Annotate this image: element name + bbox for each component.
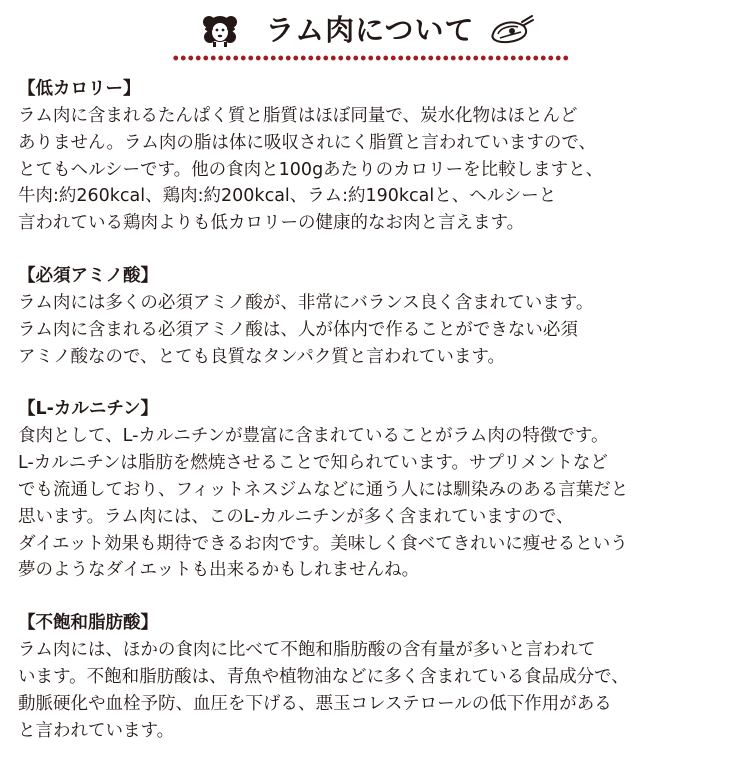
- section-heading: 【必須アミノ酸】: [18, 265, 158, 286]
- section-l-carnitine: [18, 396, 730, 584]
- body-line: L-カルニチンは脂肪を燃焼させることで知られています。サプリメントなど: [18, 453, 608, 474]
- body-line: とてもヘルシーです。他の食肉と100gあたりのカロリーを比較しますと、: [18, 159, 604, 180]
- section-low-calorie: [18, 76, 730, 237]
- body-line: 夢のようなダイエットも出来るかもしれませんね。: [18, 560, 420, 581]
- body-line: ラム肉には、ほかの食肉に比べて不飽和脂肪酸の含有量が多いと言われて: [18, 640, 596, 661]
- body-line: ラム肉に含まれる必須アミノ酸は、人が体内で作ることができない必須: [18, 319, 578, 340]
- meat-icon: [488, 14, 534, 48]
- section-heading: 【不飽和脂肪酸】: [18, 613, 158, 634]
- section-unsaturated-fatty-acids: [18, 610, 730, 744]
- body-line: 牛肉:約260kcal、鶏肉:約200kcal、ラム:約190kcalと、ヘルシーと: [18, 186, 557, 207]
- article-body: [18, 76, 730, 770]
- section-essential-amino-acids: [18, 263, 730, 370]
- body-line: います。不飽和脂肪酸は、青魚や植物油などに多く含まれている食品成分で、: [18, 666, 629, 687]
- page-header: [0, 0, 740, 70]
- body-line: 動脈硬化や血栓予防、血圧を下げる、悪玉コレステロールの低下作用がある: [18, 693, 612, 714]
- body-line: 思います。ラム肉には、このL-カルニチンが多く含まれていますので、: [18, 506, 574, 527]
- page-title: ラム肉について: [265, 13, 475, 47]
- body-line: ラム肉に含まれるたんぱく質と脂質はほぼ同量で、炭水化物はほとんど: [18, 106, 578, 126]
- section-heading: 【低カロリー】: [18, 79, 141, 99]
- dotted-divider: [172, 55, 570, 61]
- body-line: アミノ酸なので、とても良質なタンパク質と言われています。: [18, 346, 506, 367]
- body-line: 言われている鶏肉よりも低カロリーの健康的なお肉と言えます。: [18, 213, 525, 234]
- body-line: でも流通しており、フィットネスジムなどに通う人には馴染みのある言葉だと: [18, 479, 629, 500]
- section-heading: 【L-カルニチン】: [18, 399, 159, 420]
- body-line: ダイエット効果も期待できるお肉です。美味しく食べてきれいに痩せるという: [18, 533, 628, 554]
- body-line: と言われています。: [18, 720, 175, 741]
- body-line: ラム肉には多くの必須アミノ酸が、非常にバランス良く含まれています。: [18, 292, 594, 313]
- body-line: 食肉として、L-カルニチンが豊富に含まれていることがラム肉の特徴です。: [18, 426, 609, 447]
- body-line: ありません。ラム肉の脂は体に吸収されにく脂質と言われていますので、: [18, 132, 597, 153]
